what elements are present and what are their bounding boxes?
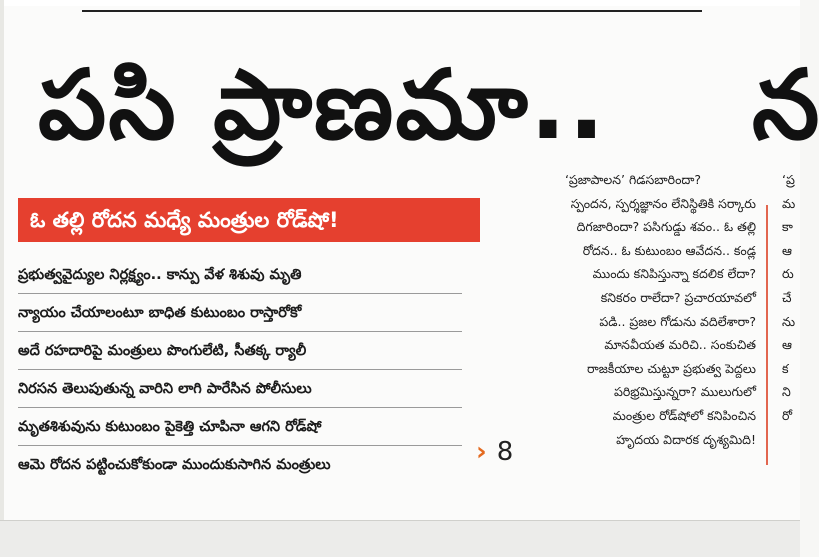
body-line: పరిభ్రమిస్తున్నరా? ములుగులో [613, 384, 756, 400]
fragment-line: ని [782, 384, 791, 400]
body-line: ‘ప్రజాపాలన’ గిడసబారిందా? [564, 172, 702, 187]
article-body [510, 168, 756, 451]
body-line: రాజకీయాల చుట్టూ ప్రభుత్వ పెద్దలు [587, 360, 756, 376]
top-rule [82, 10, 702, 12]
fragment-line: ‘ప్ర [782, 172, 795, 187]
fragment-line: మ [782, 195, 796, 211]
fragment-line: ను [782, 313, 796, 329]
headline: పసి ప్రాణమా.. [38, 49, 607, 161]
fragment-line: చే [782, 289, 792, 305]
fragment-line: క [782, 360, 789, 376]
highlight-item: న్యాయం చేయాలంటూ బాధిత కుటుంబం రాస్తారోకో [18, 294, 462, 332]
body-line: హృదయ విదారక దృశ్యమిది! [616, 431, 756, 447]
subheadline-banner: ఓ తల్లి రోదన మధ్యే మంత్రుల రోడ్‌షో! [18, 198, 480, 242]
jump-page-number: 8 [496, 437, 514, 467]
column-divider [766, 205, 768, 465]
page-edge [0, 0, 4, 520]
highlight-item: అదే రహదారిపై మంత్రులు పొంగులేటి, సీతక్క ర్యాలీ [18, 332, 462, 370]
body-line: దిగజారిందా? పసిగుడ్డు శవం.. ఓ తల్లి [576, 219, 756, 235]
highlight-item: ప్రభుత్వవైద్యుల నిర్లక్ష్యం.. కాన్పు వేళ శిశువు మృతి [18, 256, 462, 294]
page-bottom-margin [0, 520, 800, 557]
top-strip [0, 0, 800, 6]
highlight-item: నిరసన తెలుపుతున్న వారిని లాగి పారేసిన పోలీసులు [18, 370, 462, 408]
body-line: మానవీయత మరిచి.. సంకుచిత [604, 337, 756, 353]
fragment-line: ఆ [782, 337, 792, 353]
body-line: కనికరం రాలేదా? ప్రచారయావలో [600, 289, 756, 305]
highlights-list [18, 256, 462, 483]
adjacent-column-fragment [782, 168, 800, 428]
body-line: రోదన.. ఓ కుటుంబం ఆవేదన.. కండ్ల [582, 242, 756, 258]
body-line: మంత్రుల రోడ్‌షోలో కనిపించిన [612, 407, 756, 423]
body-line: ముందు కనిపిస్తున్నా కదలిక లేదా? [592, 266, 756, 282]
fragment-line: రో [782, 407, 793, 423]
highlight-item: ఆమె రోదన పట్టించుకోకుండా ముందుకుసాగిన మంత్రులు [18, 457, 331, 473]
fragment-line: ఆ [782, 242, 792, 258]
highlight-item: మృతశిశువును కుటుంబం పైకెత్తి చూపినా ఆగని రోడ్‌షో [18, 408, 462, 446]
chevron-right-icon: › [476, 437, 487, 467]
body-line: స్పందన, స్పర్శజ్ఞానం లేనిస్థితికి సర్కారు [570, 195, 756, 211]
body-line: పడి.. ప్రజల గోడును వదిలేశారా? [599, 313, 756, 329]
page-jump[interactable] [476, 432, 513, 472]
fragment-line: రు [782, 266, 794, 282]
fragment-line: కా [782, 219, 793, 235]
headline-cutoff-text: న [752, 49, 819, 161]
